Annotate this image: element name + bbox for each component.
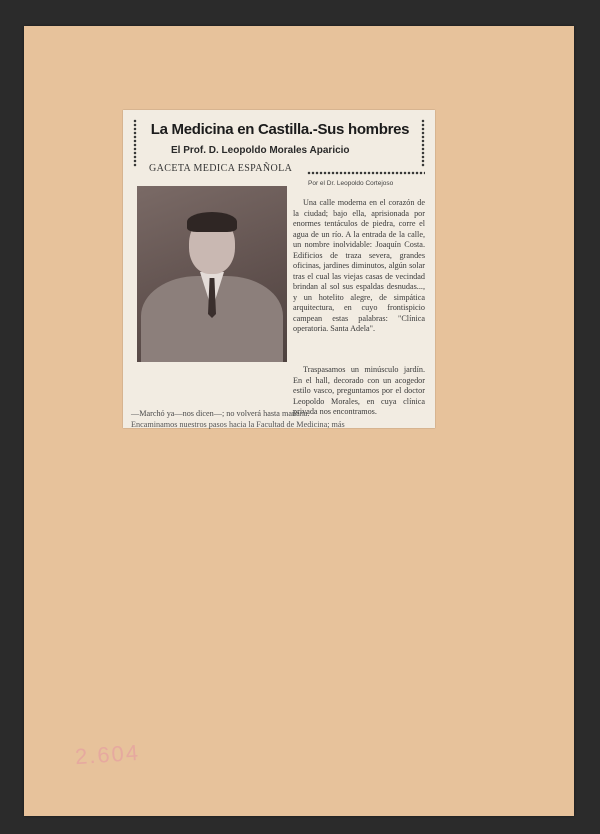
decorative-border-left bbox=[133, 119, 137, 167]
article-subtitle: El Prof. D. Leopoldo Morales Aparicio bbox=[171, 145, 350, 156]
portrait-photo bbox=[137, 186, 287, 362]
newspaper-clipping bbox=[123, 110, 435, 428]
article-title: La Medicina en Castilla.-Sus hombres bbox=[150, 121, 410, 138]
decorative-border-right bbox=[421, 119, 425, 167]
decorative-border-bottom bbox=[307, 171, 425, 175]
article-continuation-line-2: Encaminamos nuestros pasos hacia la Facultad de Medicina; más bbox=[131, 420, 345, 429]
publication-name: GACETA MEDICA ESPAÑOLA bbox=[149, 163, 293, 174]
article-paragraph-2: Traspasamos un minúsculo jardín. En el hall, decorado con un acogedor estilo vasco, preguntamos por el doctor Leopoldo Morales, en cuya clínica privada nos encontramos. bbox=[293, 365, 425, 416]
article-continuation-line-1: —Marchó ya—nos dicen—; no volverá hasta mañana. bbox=[131, 409, 310, 418]
article-paragraph-1: Una calle moderna en el corazón de la ciudad; bajo ella, aprisionada por enormes tentáculos de piedra, corre el agua de un río. A la entrada de la calle, un nombre inolvidable: Joaquín Costa. Edificios de traza severa, grandes oficinas, jardines diminutos, algún solar tras el cual las viejas casas de vecindad brindan al sol sus espaldas desnudas..., y un hotelito alegre, de simpática arquitectura, en cuyo frontispicio campean estas palabras: "Clínica operatoria. Santa Adela". bbox=[293, 198, 425, 333]
portrait-hair bbox=[187, 212, 237, 232]
article-author: Por el Dr. Leopoldo Cortejoso bbox=[308, 180, 394, 187]
clipping-header bbox=[131, 113, 427, 183]
archive-stamp: 2.604 bbox=[74, 739, 141, 770]
